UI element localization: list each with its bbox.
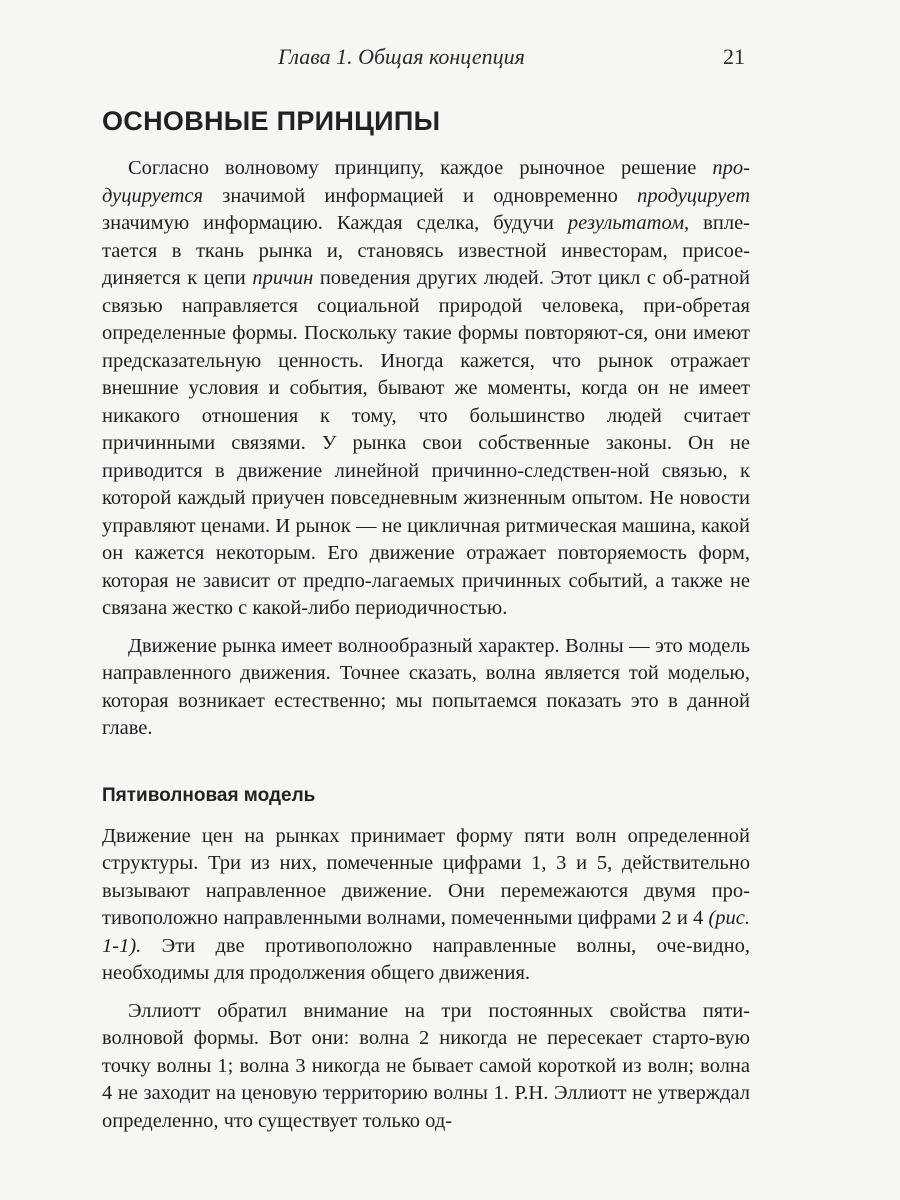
paragraph-text: впле-тается в ткань рынка и, становясь известной инвесторам, присое-диняется к цепи xyxy=(102,212,750,289)
paragraph: Движение рынка имеет волнообразный характер. Волны — это модель направленного движения. Точнее сказать, волна является той моделью, которая возникает естественно; мы попытаемся показать это в данной главе. xyxy=(102,634,750,739)
paragraph: Эллиотт обратил внимание на три постоянных свойства пяти-волновой формы. Вот они: волна 2 никогда не пересекает старто-вую точку волны 1; волна 3 никогда не бывает самой короткой из волн; волна 4 не заходит на ценовую территорию волны 1. Р.Н. Эллиотт не утверждал определенно, что существует только од- xyxy=(102,999,750,1132)
emphasis-text: результатом, xyxy=(567,212,690,234)
emphasis-text: продуцирует xyxy=(637,184,750,207)
paragraph-text: значимую информацию. Каждая сделка, будучи xyxy=(102,212,568,234)
emphasis-text: про-дуцируется xyxy=(102,157,750,207)
running-header xyxy=(102,44,745,80)
emphasis-text: причин xyxy=(252,267,314,289)
page-content xyxy=(102,106,750,1145)
paragraph xyxy=(102,823,750,988)
section-title: ОСНОВНЫЕ ПРИНЦИПЫ xyxy=(102,106,441,136)
paragraph-text: Движение цен на рынках принимает форму пяти волн определенной структуры. Три из них, помеченные цифрами 1, 3 и 5, действительно вызывают направленное движение. Они перемежаются двумя про-тивоположно направленными волнами, помеченными цифрами 2 и 4 xyxy=(102,824,750,929)
figure-reference: (рис. 1-1). xyxy=(102,907,750,957)
chapter-title: Глава 1. Общая концепция xyxy=(278,44,525,69)
paragraph-text: значимой информацией и одновременно xyxy=(203,184,638,207)
paragraph-text: поведения других людей. Этот цикл с об-ратной связью направляется социальной природой человека, при-обретая определенные формы. Поскольку такие формы повторяют-ся, они имеют предсказательную ценность. Иногда кажется, что рынок отражает внешние условия и события, бывают же моменты, когда он не имеет никакого отношения к тому, что большинство людей считает причинными связями. У рынка свои собственные законы. Он не приводится в движение линейной причинно-следствен-ной связью, к которой каждый приучен повседневным жизненным опытом. Не новости управляют ценами. И рынок — не цикличная ритмическая машина, какой он кажется некоторым. Его движение отражает повторяемость форм, которая не зависит от предпо-лагаемых причинных событий, а также не связана жестко с какой-либо периодичностью. xyxy=(102,267,751,619)
paragraph-text: Согласно волновому принципу, каждое рыночное решение xyxy=(128,157,713,179)
paragraph xyxy=(102,155,750,623)
paragraph-text: Эти две противоположно направленные волны, оче-видно, необходимы для продолжения общего движения. xyxy=(102,934,750,984)
page-number: 21 xyxy=(723,44,745,69)
subsection-title: Пятиволновая модель xyxy=(102,784,316,806)
